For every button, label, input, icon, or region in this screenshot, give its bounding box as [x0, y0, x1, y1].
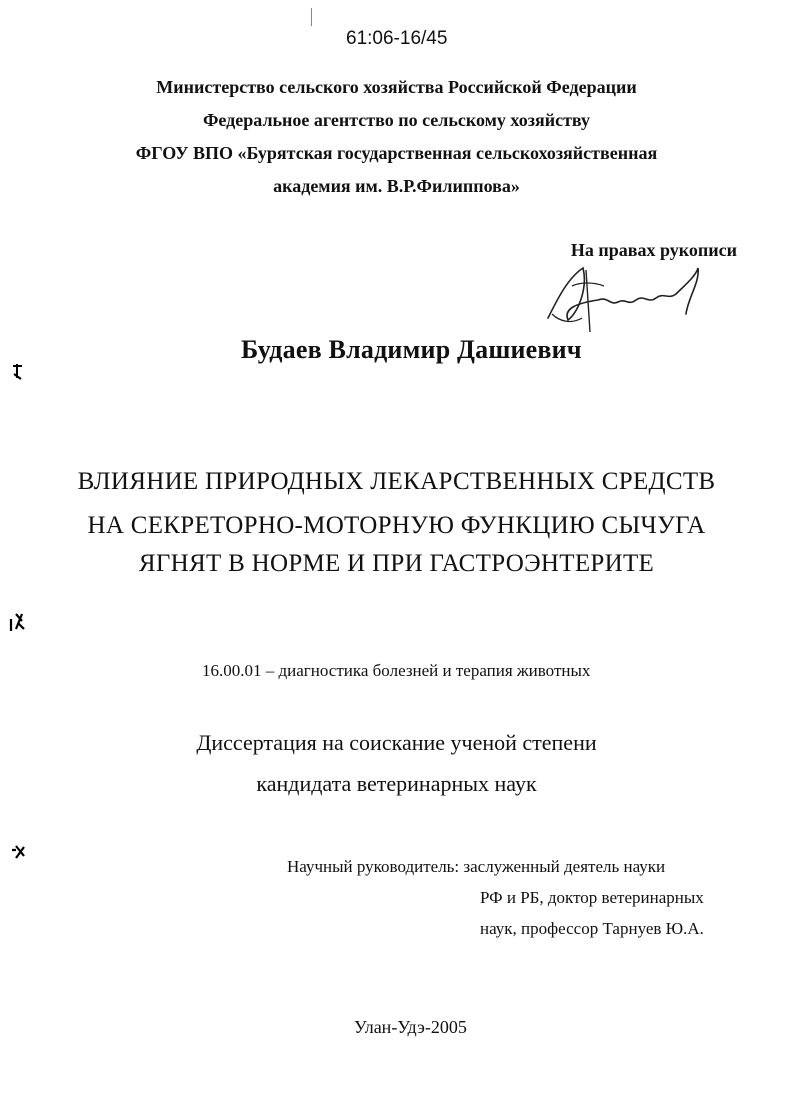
degree-line-2: кандидата ветеринарных наук: [256, 771, 537, 796]
margin-mark-icon: [8, 611, 26, 633]
academy-line-2: академия им. В.Р.Филиппова»: [273, 176, 520, 196]
ministry-line: Министерство сельского хозяйства Российской Федерации: [156, 77, 637, 97]
specialty-code: 16.00.01 – диагностика болезней и терапия животных: [202, 661, 591, 680]
handwritten-signature: [538, 258, 708, 336]
supervisor-line-2: РФ и РБ, доктор ветеринарных: [480, 888, 704, 907]
scan-artifact-line: [311, 8, 312, 26]
city-year: Улан-Удэ-2005: [354, 1017, 467, 1037]
author-name: Будаев Владимир Дашиевич: [241, 335, 582, 364]
margin-mark-icon: [10, 362, 26, 382]
manuscript-rights-note: На правах рукописи: [570, 240, 737, 260]
margin-mark-icon: [10, 844, 26, 860]
thesis-title-line-1: ВЛИЯНИЕ ПРИРОДНЫХ ЛЕКАРСТВЕННЫХ СРЕДСТВ: [77, 468, 716, 495]
thesis-title-line-3: ЯГНЯТ В НОРМЕ И ПРИ ГАСТРОЭНТЕРИТЕ: [138, 550, 655, 577]
catalog-code: 61:06-16/45: [346, 28, 448, 49]
thesis-title-line-2: НА СЕКРЕТОРНО-МОТОРНУЮ ФУНКЦИЮ СЫЧУГА: [87, 512, 706, 539]
academy-line-1: ФГОУ ВПО «Бурятская государственная сельскохозяйственная: [135, 143, 658, 163]
degree-line-1: Диссертация на соискание ученой степени: [196, 730, 597, 755]
supervisor-line-3: наук, профессор Тарнуев Ю.А.: [480, 919, 704, 938]
supervisor-line-1: Научный руководитель: заслуженный деятель науки: [287, 857, 666, 876]
agency-line: Федеральное агентство по сельскому хозяйству: [202, 110, 591, 130]
